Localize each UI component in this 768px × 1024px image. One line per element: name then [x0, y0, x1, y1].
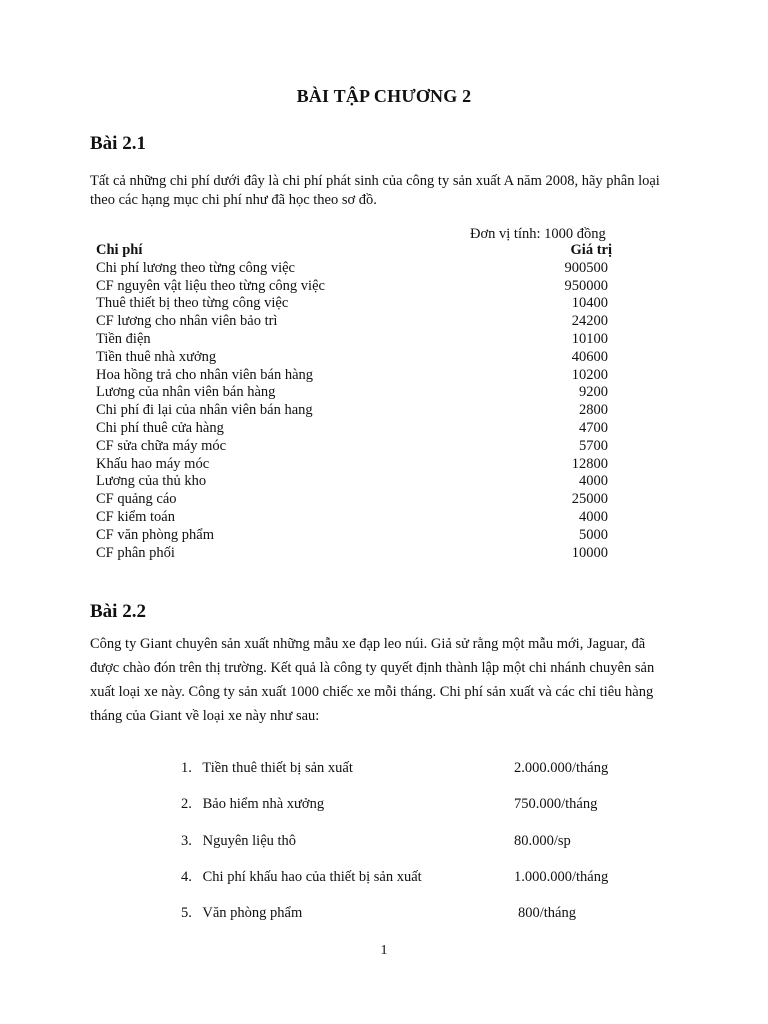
list-item-number: 2.	[181, 796, 192, 812]
list-item-label: Tiền thuê thiết bị sản xuất	[202, 760, 353, 776]
exercise-2-1-heading: Bài 2.1	[90, 133, 146, 154]
table-row	[96, 349, 612, 367]
table-row	[96, 545, 612, 563]
unit-label: Đơn vị tính: 1000 đồng	[470, 226, 606, 242]
cost-value: 24200	[571, 313, 608, 330]
exercise-2-1-intro: Tất cả những chi phí dưới đây là chi phí phát sinh của công ty sản xuất A năm 2008, hãy phân loại theo các hạng mục chi phí như đã học theo sơ đồ.	[90, 173, 660, 208]
list-item-value: 800/tháng	[518, 905, 576, 921]
table-row	[96, 473, 612, 491]
cost-name: CF nguyên vật liệu theo từng công việc	[96, 277, 325, 294]
cost-name: CF văn phòng phẩm	[96, 526, 215, 543]
table-row	[96, 331, 612, 349]
cost-value: 10200	[571, 366, 608, 383]
cost-value: 40600	[571, 348, 608, 365]
list-item-value: 2.000.000/tháng	[514, 760, 609, 776]
cost-name: Lương của nhân viên bán hàng	[96, 384, 276, 401]
list-item-label: Văn phòng phẩm	[202, 905, 303, 921]
cost-table	[96, 242, 612, 562]
cost-name: CF sửa chữa máy móc	[96, 437, 227, 454]
cost-value: 10400	[571, 295, 608, 312]
cost-name: CF lương cho nhân viên bảo trì	[96, 313, 278, 330]
exercise-2-2-heading: Bài 2.2	[90, 601, 146, 622]
column-header-cost: Chi phí	[96, 242, 143, 258]
table-row	[96, 527, 612, 545]
cost-value: 25000	[571, 491, 608, 508]
cost-name: Tiền điện	[96, 330, 151, 347]
cost-value: 2800	[579, 402, 608, 419]
cost-value: 4000	[579, 508, 608, 525]
cost-value: 5000	[579, 526, 608, 543]
list-item	[181, 833, 296, 850]
cost-name: Chi phí thuê cửa hàng	[96, 419, 224, 436]
cost-value: 950000	[564, 277, 608, 294]
list-item-label: Chi phí khấu hao của thiết bị sản xuất	[202, 869, 422, 885]
list-item	[181, 869, 422, 886]
table-row	[96, 295, 612, 313]
cost-value: 12800	[571, 455, 608, 472]
cost-value: 10000	[571, 544, 608, 561]
list-item-label: Nguyên liệu thô	[202, 833, 297, 849]
cost-name: Chi phí lương theo từng công việc	[96, 259, 295, 276]
list-item	[181, 905, 302, 922]
cost-value: 4000	[579, 473, 608, 490]
table-row	[96, 420, 612, 438]
list-item-value: 1.000.000/tháng	[514, 869, 609, 885]
list-item-number: 3.	[181, 833, 192, 849]
table-row	[96, 260, 612, 278]
cost-value: 4700	[579, 419, 608, 436]
table-row	[96, 438, 612, 456]
list-item-number: 4.	[181, 869, 192, 885]
list-item-value: 80.000/sp	[514, 833, 571, 849]
cost-value: 5700	[579, 437, 608, 454]
cost-value: 10100	[571, 330, 608, 347]
table-row	[96, 491, 612, 509]
list-item-number: 1.	[181, 760, 192, 776]
cost-value: 900500	[564, 259, 608, 276]
list-item-label: Bảo hiểm nhà xưởng	[202, 796, 325, 812]
list-item	[181, 796, 324, 813]
table-row	[96, 402, 612, 420]
page-number: 1	[380, 943, 388, 958]
cost-name: CF quảng cáo	[96, 491, 177, 508]
cost-name: CF phân phối	[96, 544, 175, 561]
table-row	[96, 313, 612, 331]
cost-table-header	[96, 242, 612, 260]
list-item-number: 5.	[181, 905, 192, 921]
table-row	[96, 384, 612, 402]
cost-name: Hoa hồng trả cho nhân viên bán hàng	[96, 366, 314, 383]
document-title: BÀI TẬP CHƯƠNG 2	[296, 86, 472, 106]
list-item-value: 750.000/tháng	[514, 796, 598, 812]
table-row	[96, 278, 612, 296]
cost-name: Lương của thủ kho	[96, 473, 207, 490]
column-header-value: Giá trị	[570, 242, 612, 258]
cost-name: CF kiểm toán	[96, 508, 175, 525]
cost-value: 9200	[579, 384, 608, 401]
cost-name: Thuê thiết bị theo từng công việc	[96, 295, 289, 312]
cost-name: Khấu hao máy móc	[96, 455, 210, 472]
cost-name: Tiền thuê nhà xưởng	[96, 348, 217, 365]
table-row	[96, 509, 612, 527]
table-row	[96, 367, 612, 385]
table-row	[96, 456, 612, 474]
cost-name: Chi phí đi lại của nhân viên bán hang	[96, 402, 313, 419]
list-item	[181, 760, 353, 777]
exercise-2-2-intro: Công ty Giant chuyên sản xuất những mẫu xe đạp leo núi. Giả sử rằng một mẫu mới, Jaguar, đã được chào đón trên thị trường. Kết quả là công ty quyết định thành lập một chi nhánh chuyên sản xuất loại xe này. Công ty sản xuất 1000 chiếc xe mỗi tháng. Chi phí sản xuất và các chỉ tiêu hàng tháng của Giant về loại xe này như sau:	[90, 636, 655, 724]
